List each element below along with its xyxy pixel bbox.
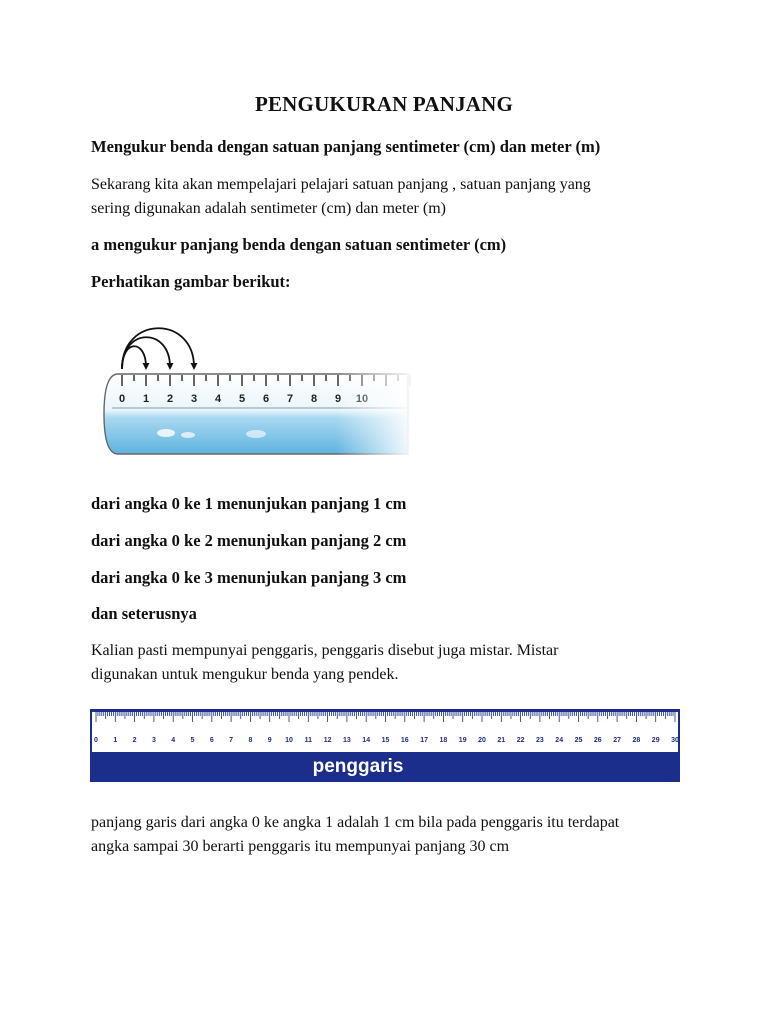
paragraph-3-line: panjang garis dari angka 0 ke angka 1 adalah 1 cm bila pada penggaris itu terdapat <box>91 814 620 831</box>
penggaris-number: 24 <box>555 737 564 744</box>
penggaris-illustration <box>90 709 680 782</box>
penggaris-number: 16 <box>400 737 409 744</box>
penggaris-number: 12 <box>323 737 332 744</box>
penggaris-number: 29 <box>651 737 660 744</box>
section-heading-a: a mengukur panjang benda dengan satuan sentimeter (cm) <box>91 235 507 254</box>
page-title: PENGUKURAN PANJANG <box>254 92 514 116</box>
intro-line: Sekarang kita akan mempelajari pelajari satuan panjang , satuan panjang yang <box>91 176 591 193</box>
penggaris-number: 9 <box>267 737 272 744</box>
penggaris-number: 3 <box>151 737 156 744</box>
paragraph-2-line: digunakan untuk mengukur benda yang pendek. <box>91 666 399 683</box>
penggaris-number: 26 <box>593 737 602 744</box>
penggaris-number: 15 <box>381 737 390 744</box>
ruler-fade <box>96 358 416 463</box>
penggaris-number: 6 <box>209 737 214 744</box>
prompt-heading: Perhatikan gambar berikut: <box>91 272 291 291</box>
penggaris-number: 23 <box>536 737 544 744</box>
penggaris-number: 2 <box>132 737 137 744</box>
penggaris-number: 20 <box>478 737 486 744</box>
penggaris-number: 14 <box>362 737 371 744</box>
penggaris-number: 1 <box>113 737 118 744</box>
penggaris-number: 8 <box>248 737 253 744</box>
intro-line: sering digunakan adalah sentimeter (cm) dan meter (m) <box>91 200 446 217</box>
penggaris-number: 5 <box>190 737 195 744</box>
statement-1: dari angka 0 ke 1 menunjukan panjang 1 cm <box>91 494 407 513</box>
penggaris-label: penggaris <box>312 756 404 777</box>
penggaris-number: 28 <box>632 737 641 744</box>
paragraph-3-line: angka sampai 30 berarti penggaris itu mempunyai panjang 30 cm <box>91 838 510 855</box>
penggaris-number: 0 <box>94 737 98 744</box>
paragraph-3 <box>91 811 731 859</box>
penggaris-number: 27 <box>613 737 621 744</box>
penggaris-number: 22 <box>516 737 525 744</box>
penggaris-number: 19 <box>458 737 467 744</box>
penggaris-number: 18 <box>439 737 448 744</box>
penggaris-number: 10 <box>285 737 293 744</box>
penggaris-number: 21 <box>497 737 506 744</box>
statement-2: dari angka 0 ke 2 menunjukan panjang 2 cm <box>91 531 407 550</box>
paragraph-2-line: Kalian pasti mempunyai penggaris, penggaris disebut juga mistar. Mistar <box>91 642 559 659</box>
intro-paragraph <box>91 173 691 221</box>
penggaris-number: 13 <box>343 737 351 744</box>
statement-3: dari angka 0 ke 3 menunjukan panjang 3 cm <box>91 568 407 587</box>
ruler-illustration <box>96 308 416 463</box>
penggaris-number: 30 <box>671 737 679 744</box>
penggaris-number: 17 <box>420 737 428 744</box>
penggaris-number: 25 <box>574 737 583 744</box>
subtitle: Mengukur benda dengan satuan panjang sentimeter (cm) dan meter (m) <box>91 137 601 156</box>
paragraph-2 <box>91 639 691 687</box>
penggaris-number: 7 <box>229 737 234 744</box>
statement-4: dan seterusnya <box>91 604 197 623</box>
penggaris-scale <box>92 712 678 752</box>
penggaris-number: 4 <box>171 737 176 744</box>
penggaris-number: 11 <box>304 737 313 744</box>
